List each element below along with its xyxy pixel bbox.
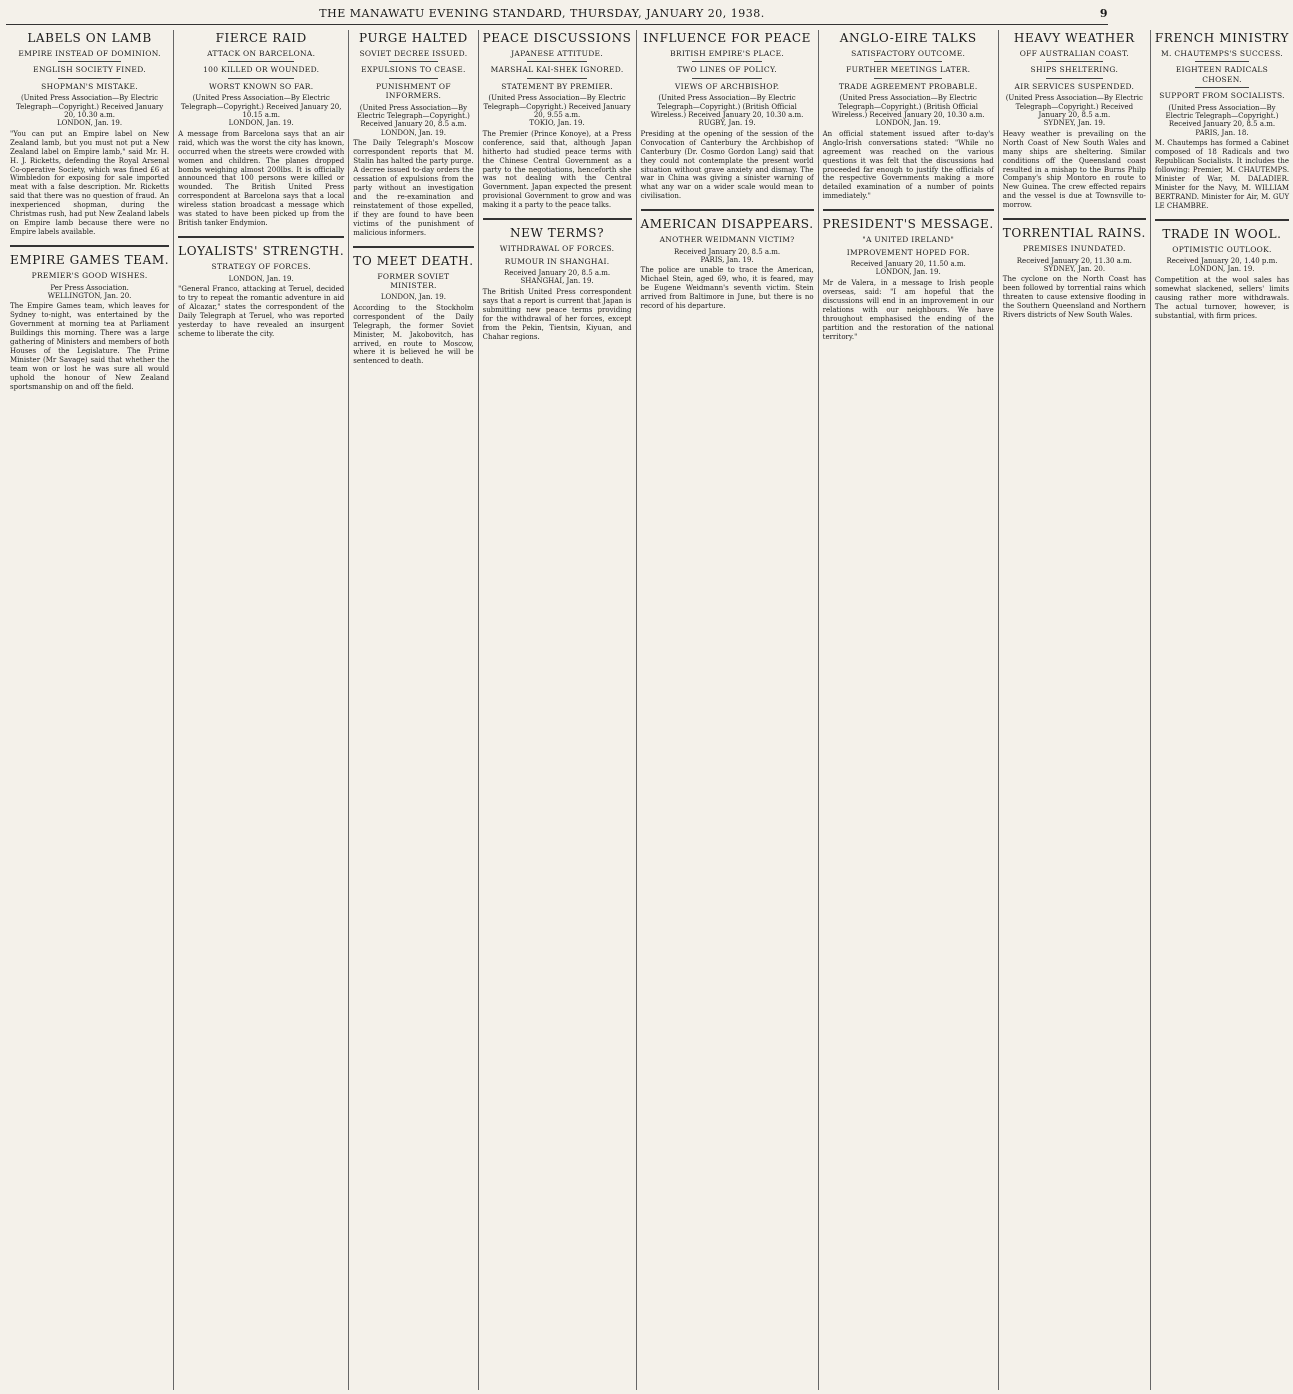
subhead: ANOTHER WEIDMANN VICTIM? [659,235,795,245]
subhead: OFF AUSTRALIAN COAST. [1019,49,1129,58]
divider [1195,61,1249,62]
subhead: EXPULSIONS TO CEASE. [361,65,466,75]
column-4 [479,30,637,1390]
subhead: WITHDRAWAL OF FORCES. [499,244,615,254]
subhead: SHOPMAN'S MISTAKE. [41,81,138,91]
subhead: ATTACK ON BARCELONA. [207,49,316,58]
press-credit: Received January 20, 11.50 a.m. [850,260,966,269]
press-credit: Received January 20, 8.5 a.m. [673,247,781,256]
column-8 [1151,30,1293,1390]
divider [692,61,761,62]
divider [527,78,587,79]
column-headline: PURGE HALTED [359,31,468,45]
article-body: According to the Stockholm correspondent of the Daily Telegraph, the former Soviet Minister, M. Jakobovitch, has arrived, en route to Moscow, where it is believed he will be sentenced to death. [353,303,474,366]
dateline: LONDON, Jan. 19. [380,293,446,302]
column-headline: TRADE IN WOOL. [1162,226,1282,241]
dateline: LONDON, Jan. 19. [57,119,123,128]
subhead: JAPANESE ATTITUDE. [511,49,604,58]
divider [874,61,942,62]
dateline: SHANGHAI, Jan. 19. [520,277,594,286]
subhead: SUPPORT FROM SOCIALISTS. [1159,91,1285,101]
section-divider [10,245,169,247]
section-divider [353,246,473,248]
press-credit: (United Press Association—By Electric Telegraph—Copyright.) Received January 20, 8.5 a.m. [356,103,470,129]
section-divider [1155,219,1289,221]
subhead: RUMOUR IN SHANGHAI. [504,256,610,266]
subhead: SOVIET DECREE ISSUED. [359,49,468,58]
subhead: M. CHAUTEMPS'S SUCCESS. [1161,49,1283,58]
divider [389,78,437,79]
column-headline: LOYALISTS' STRENGTH. [178,244,345,259]
press-credit: Received January 20, 8.5 a.m. [503,269,611,278]
column-headline: NEW TERMS? [509,226,605,241]
dateline: LONDON, Jan. 19. [380,128,446,137]
subhead: PREMISES INUNDATED. [1023,244,1126,254]
column-2 [174,30,349,1390]
subhead: EIGHTEEN RADICALS CHOSEN. [1175,65,1269,84]
article-body: The British United Press correspondent says that a report is current that Japan is submitting new peace terms providing for the withdrawal of her forces, except from the Pekin, Tientsin, Kiyuan, and Chahar regions. [482,287,632,341]
press-credit: (United Press Association—By Electric Telegraph—Copyright.) Received January 20, 10.30 a.m. [15,94,164,119]
article-body: The cyclone on the North Coast has been followed by torrential rains which threaten to cause extensive flooding in the Southern Queensland and Northern Rivers districts of New South Wales. [1002,275,1146,320]
dateline: WELLINGTON, Jan. 20. [47,291,132,300]
column-headline: AMERICAN DISAPPEARS. [640,217,814,232]
subhead: SHIPS SHELTERING. [1030,65,1119,75]
dateline: LONDON, Jan. 19. [228,119,294,128]
subhead: EMPIRE INSTEAD OF DOMINION. [18,49,161,58]
subhead: 100 KILLED OR WOUNDED. [203,65,320,75]
article-body: Mr de Valera, in a message to Irish people overseas, said: "I am hopeful that the discussions will end in an improvement in our relations with our neighbours. We have throughout emphasised the ending of the partition and the restoration of the national territory." [822,278,994,341]
section-divider [641,209,814,211]
press-credit: Received January 20, 11.30 a.m. [1016,256,1132,265]
column-6 [819,30,999,1390]
subhead: VIEWS OF ARCHBISHOP. [674,81,780,91]
dateline: LONDON, Jan. 19. [875,119,941,128]
column-3 [349,30,478,1390]
dateline: LONDON, Jan. 19. [228,274,294,283]
dateline: LONDON, Jan. 19. [1189,265,1255,274]
divider [58,78,122,79]
dateline: PARIS, Jan. 19. [700,256,754,265]
divider [1046,61,1103,62]
article-body: Heavy weather is prevailing on the North Coast of New South Wales and many ships are sheltering. Similar conditions off the Queensland coast resulted in a mishap to the Burns Philp Company's ship Montoro en route to New Guinea. The crew effected repairs and the vessel is due at Townsville to-morrow. [1002,129,1146,210]
press-credit: (United Press Association—By Electric Telegraph—Copyright.) Received January 20, 8.5 a.m. [1005,94,1143,119]
masthead [6,3,1108,25]
divider [874,78,942,79]
divider [228,61,294,62]
press-credit: Per Press Association. [50,283,129,292]
newspaper-columns [6,30,1290,1390]
dateline: PARIS, Jan. 18. [1195,128,1249,137]
column-headline: TO MEET DEATH. [353,253,474,268]
column-headline: INFLUENCE FOR PEACE [643,31,811,45]
column-headline: LABELS ON LAMB [27,31,152,45]
subhead: FURTHER MEETINGS LATER. [846,65,971,75]
dateline: RUGBY, Jan. 19. [698,119,756,128]
divider [389,61,437,62]
article-body: "You can put an Empire label on New Zealand lamb, but you must not put a New Zealand label on Empire lamb," said Mr. H. H. J. Ricketts, defending the Royal Arsenal Co-operative Society, which was fined £6 at Wimbledon for exposing for sale imported meat with a false description. Mr. Ricketts said that there was no question of fraud. An inexperienced shopman, during the Christmas rush, had put New Zealand labels on Empire lamb because there were no Empire labels available. [10,129,170,237]
subhead: STRATEGY OF FORCES. [211,262,311,272]
subhead: TWO LINES OF POLICY. [677,65,777,75]
dateline: TOKIO, Jan. 19. [529,119,585,128]
subhead: IMPROVEMENT HOPED FOR. [846,247,970,257]
column-headline: ANGLO-EIRE TALKS [839,31,977,45]
section-divider [178,236,344,238]
press-credit: (United Press Association—By Electric Telegraph—Copyright.) Received January 20, 8.5 a.m. [1165,103,1279,129]
column-headline: FIERCE RAID [215,31,307,45]
article-body: "General Franco, attacking at Teruel, decided to try to repeat the romantic adventure in aid of Alcazar," states the correspondent of the Daily Telegraph at Teruel, who was reported yesterday to have revealed an insurgent scheme to liberate the city. [178,284,345,338]
column-headline: EMPIRE GAMES TEAM. [10,253,170,268]
divider [58,61,122,62]
article-body: Competition at the wool sales has somewhat slackened, sellers' limits causing rather more withdrawals. The actual turnover, however, is substantial, with firm prices. [1154,275,1290,320]
section-divider [1003,218,1146,220]
column-headline: FRENCH MINISTRY [1154,31,1290,45]
subhead: MARSHAL KAI-SHEK IGNORED. [490,65,624,75]
subhead: FORMER SOVIET MINISTER. [377,271,450,290]
press-credit: (United Press Association—By Electric Telegraph—Copyright.) (British Official Wireless.) Received January 20, 10.30 a.m. [831,94,985,119]
article-body: The Empire Games team, which leaves for Sydney to-night, was entertained by the Government at morning tea at Parliament Buildings this morning. There was a large gathering of Ministers and members of both Houses of the Legislature. The Prime Minister (Mr Savage) said that whether the team won or lost he was sure all would uphold the honour of New Zealand sportsmanship on and off the field. [10,302,170,391]
subhead: BRITISH EMPIRE'S PLACE. [670,49,785,58]
press-credit: (United Press Association—By Electric Telegraph—Copyright.) Received January 20, 9.55 a.m. [483,94,631,119]
press-credit: (United Press Association—By Electric Telegraph—Copyright.) (British Official Wireless.) Received January 20, 10.30 a.m. [650,94,804,119]
subhead: STATEMENT BY PREMIER. [501,81,613,91]
press-credit: Received January 20, 1.40 p.m. [1166,257,1278,266]
masthead-title: THE MANAWATU EVENING STANDARD, THURSDAY, JANUARY 20, 1938. [319,7,765,20]
subhead: TRADE AGREEMENT PROBABLE. [838,81,978,91]
column-7 [999,30,1151,1390]
column-headline: PRESIDENT'S MESSAGE. [822,217,994,232]
article-body: A message from Barcelona says that an air raid, which was the worst the city has known, occurred when the streets were crowded with women and children. The planes dropped bombs weighing almost 200lbs. It is officially announced that 100 persons were killed or wounded. The British United Press correspondent at Barcelona says that a local wireless station broadcast a message which was stated to have been picked up from the British tanker Endymion. [178,129,345,228]
column-headline: TORRENTIAL RAINS. [1002,226,1146,241]
divider [1195,87,1249,88]
page-number: 9 [1099,7,1108,20]
section-divider [823,209,994,211]
subhead: PUNISHMENT OF INFORMERS. [376,81,451,101]
column-1 [6,30,174,1390]
divider [692,78,761,79]
subhead: ENGLISH SOCIETY FINED. [33,65,146,75]
divider [527,61,587,62]
press-credit: (United Press Association—By Electric Telegraph—Copyright.) Received January 20, 10.15 a.m. [180,94,342,119]
section-divider [483,218,632,220]
article-body: The Premier (Prince Konoye), at a Press conference, said that, although Japan hitherto had studied peace terms with the Chinese Central Government as a party to the negotiations, henceforth she was not dealing with the Central Government. Japan expected the present provisional Government to grow and was making it a party to the peace talks. [482,129,632,210]
column-headline: HEAVY WEATHER [1013,31,1135,45]
dateline: LONDON, Jan. 19. [875,268,941,277]
subhead: "A UNITED IRELAND" [862,235,955,245]
subhead: AIR SERVICES SUSPENDED. [1014,81,1135,91]
dateline: SYDNEY, Jan. 19. [1043,119,1106,128]
divider [1046,78,1103,79]
article-body: Presiding at the opening of the session of the Convocation of Canterbury the Archbishop of Canterbury (Dr. Cosmo Gordon Lang) said that they could not contemplate the present world situation without grave anxiety and dismay. The war in China was giving a sinister warning of what any war on a wider scale would mean to civilisation. [640,129,814,201]
subhead: OPTIMISTIC OUTLOOK. [1172,244,1272,254]
column-5 [637,30,819,1390]
divider [228,78,294,79]
dateline: SYDNEY, Jan. 20. [1043,265,1106,274]
subhead: SATISFACTORY OUTCOME. [851,49,966,58]
article-body: An official statement issued after to-day's Anglo-Irish conversations stated: "While no agreement was reached on the various questions it was felt that the discussions had proceeded far enough to justify the officials of the respective Governments making a more detailed examination of a number of points immediately." [822,129,994,201]
article-body: M. Chautemps has formed a Cabinet composed of 18 Radicals and two Republican Socialists. It includes the following: Premier, M. CHAUTEMPS. Minister of War, M. DALADIER. Minister for the Navy, M. WILLIAM BERTRAND. Minister for Air, M. GUY LE CHAMBRE. [1154,139,1290,210]
column-headline: PEACE DISCUSSIONS [482,31,632,45]
article-body: The police are unable to trace the American, Michael Stein, aged 69, who, it is feared, may be Eugene Weidmann's seventh victim. Stein arrived from Baltimore in June, but there is no record of his departure. [640,266,814,311]
subhead: WORST KNOWN SO FAR. [209,81,314,91]
article-body: The Daily Telegraph's Moscow correspondent reports that M. Stalin has halted the party purge. A decree issued to-day orders the cessation of expulsions from the party without an investigation and the re-examination and reinstatement of those expelled, if they are found to have been victims of the punishment of malicious informers. [353,139,474,237]
subhead: PREMIER'S GOOD WISHES. [31,271,148,281]
